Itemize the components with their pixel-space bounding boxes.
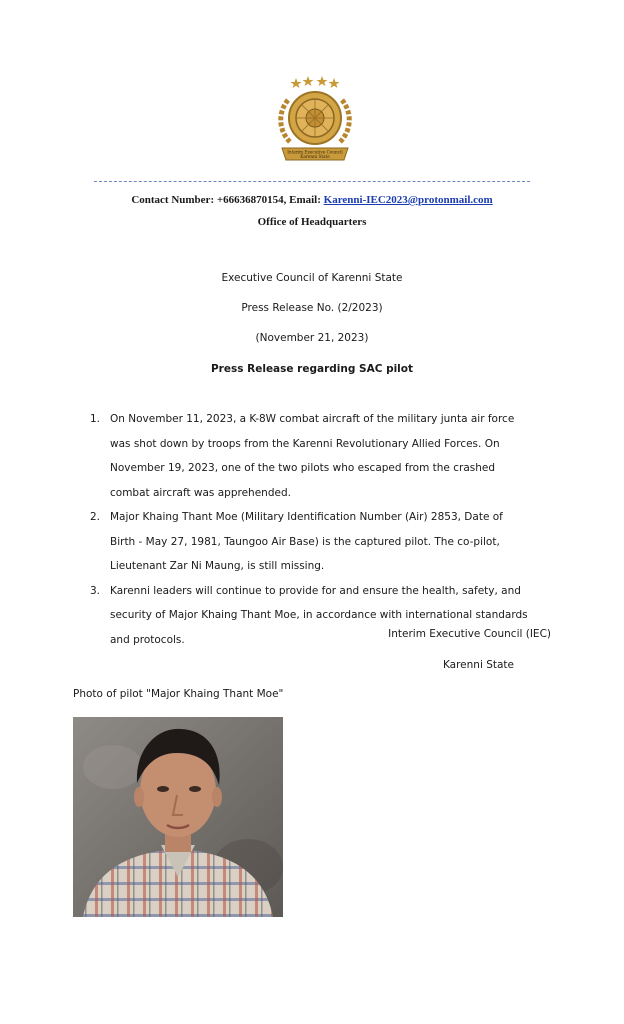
release-number: Press Release No. (2/2023) <box>241 302 383 314</box>
contact-email-link[interactable]: Karenni-IEC2023@protonmail.com <box>323 194 493 206</box>
list-item-number: 2. <box>90 511 101 523</box>
signature-state: Karenni State <box>442 659 514 671</box>
release-items-list <box>90 407 530 652</box>
pilot-portrait-photo <box>73 717 283 917</box>
list-item <box>90 579 530 653</box>
release-subject: Press Release regarding SAC pilot <box>210 363 414 375</box>
header-divider <box>94 181 530 182</box>
signature-organization: Interim Executive Council (IEC) <box>388 628 551 640</box>
contact-number: Contact Number: +66636870154, Email: <box>131 194 324 206</box>
contact-line <box>0 194 624 206</box>
list-item-number: 3. <box>90 584 101 597</box>
list-item-text: Karenni leaders will continue to provide for and ensure the health, safety, and security of Major Khaing Thant Moe, in accordance with international standards and protocols. <box>110 584 528 646</box>
office-heading: Office of Headquarters <box>257 216 367 228</box>
release-date: (November 21, 2023) <box>255 332 369 344</box>
list-item-text: On November 11, 2023, a K-8W combat aircraft of the military junta air force was shot down by troops from the Karenni Revolutionary Allied Forces. On November 19, 2023, one of the two pilots who escaped from the crashed combat aircraft was apprehended. <box>110 413 515 499</box>
svg-text:Interim Executive Council: Interim Executive Council <box>287 149 343 155</box>
photo-caption: Photo of pilot "Major Khaing Thant Moe" <box>73 688 284 700</box>
list-item <box>90 505 530 579</box>
list-item-number: 1. <box>90 413 101 425</box>
council-emblem-logo <box>270 72 360 168</box>
list-item-text: Major Khaing Thant Moe (Military Identification Number (Air) 2853, Date of Birth - May 27, 1981, Taungoo Air Base) is the captured pilot. The co-pilot, Lieutenant Zar Ni Maung, is still missing. <box>110 511 503 572</box>
svg-text:Karenni State: Karenni State <box>300 154 330 159</box>
list-item <box>90 407 530 505</box>
council-title: Executive Council of Karenni State <box>221 272 403 284</box>
